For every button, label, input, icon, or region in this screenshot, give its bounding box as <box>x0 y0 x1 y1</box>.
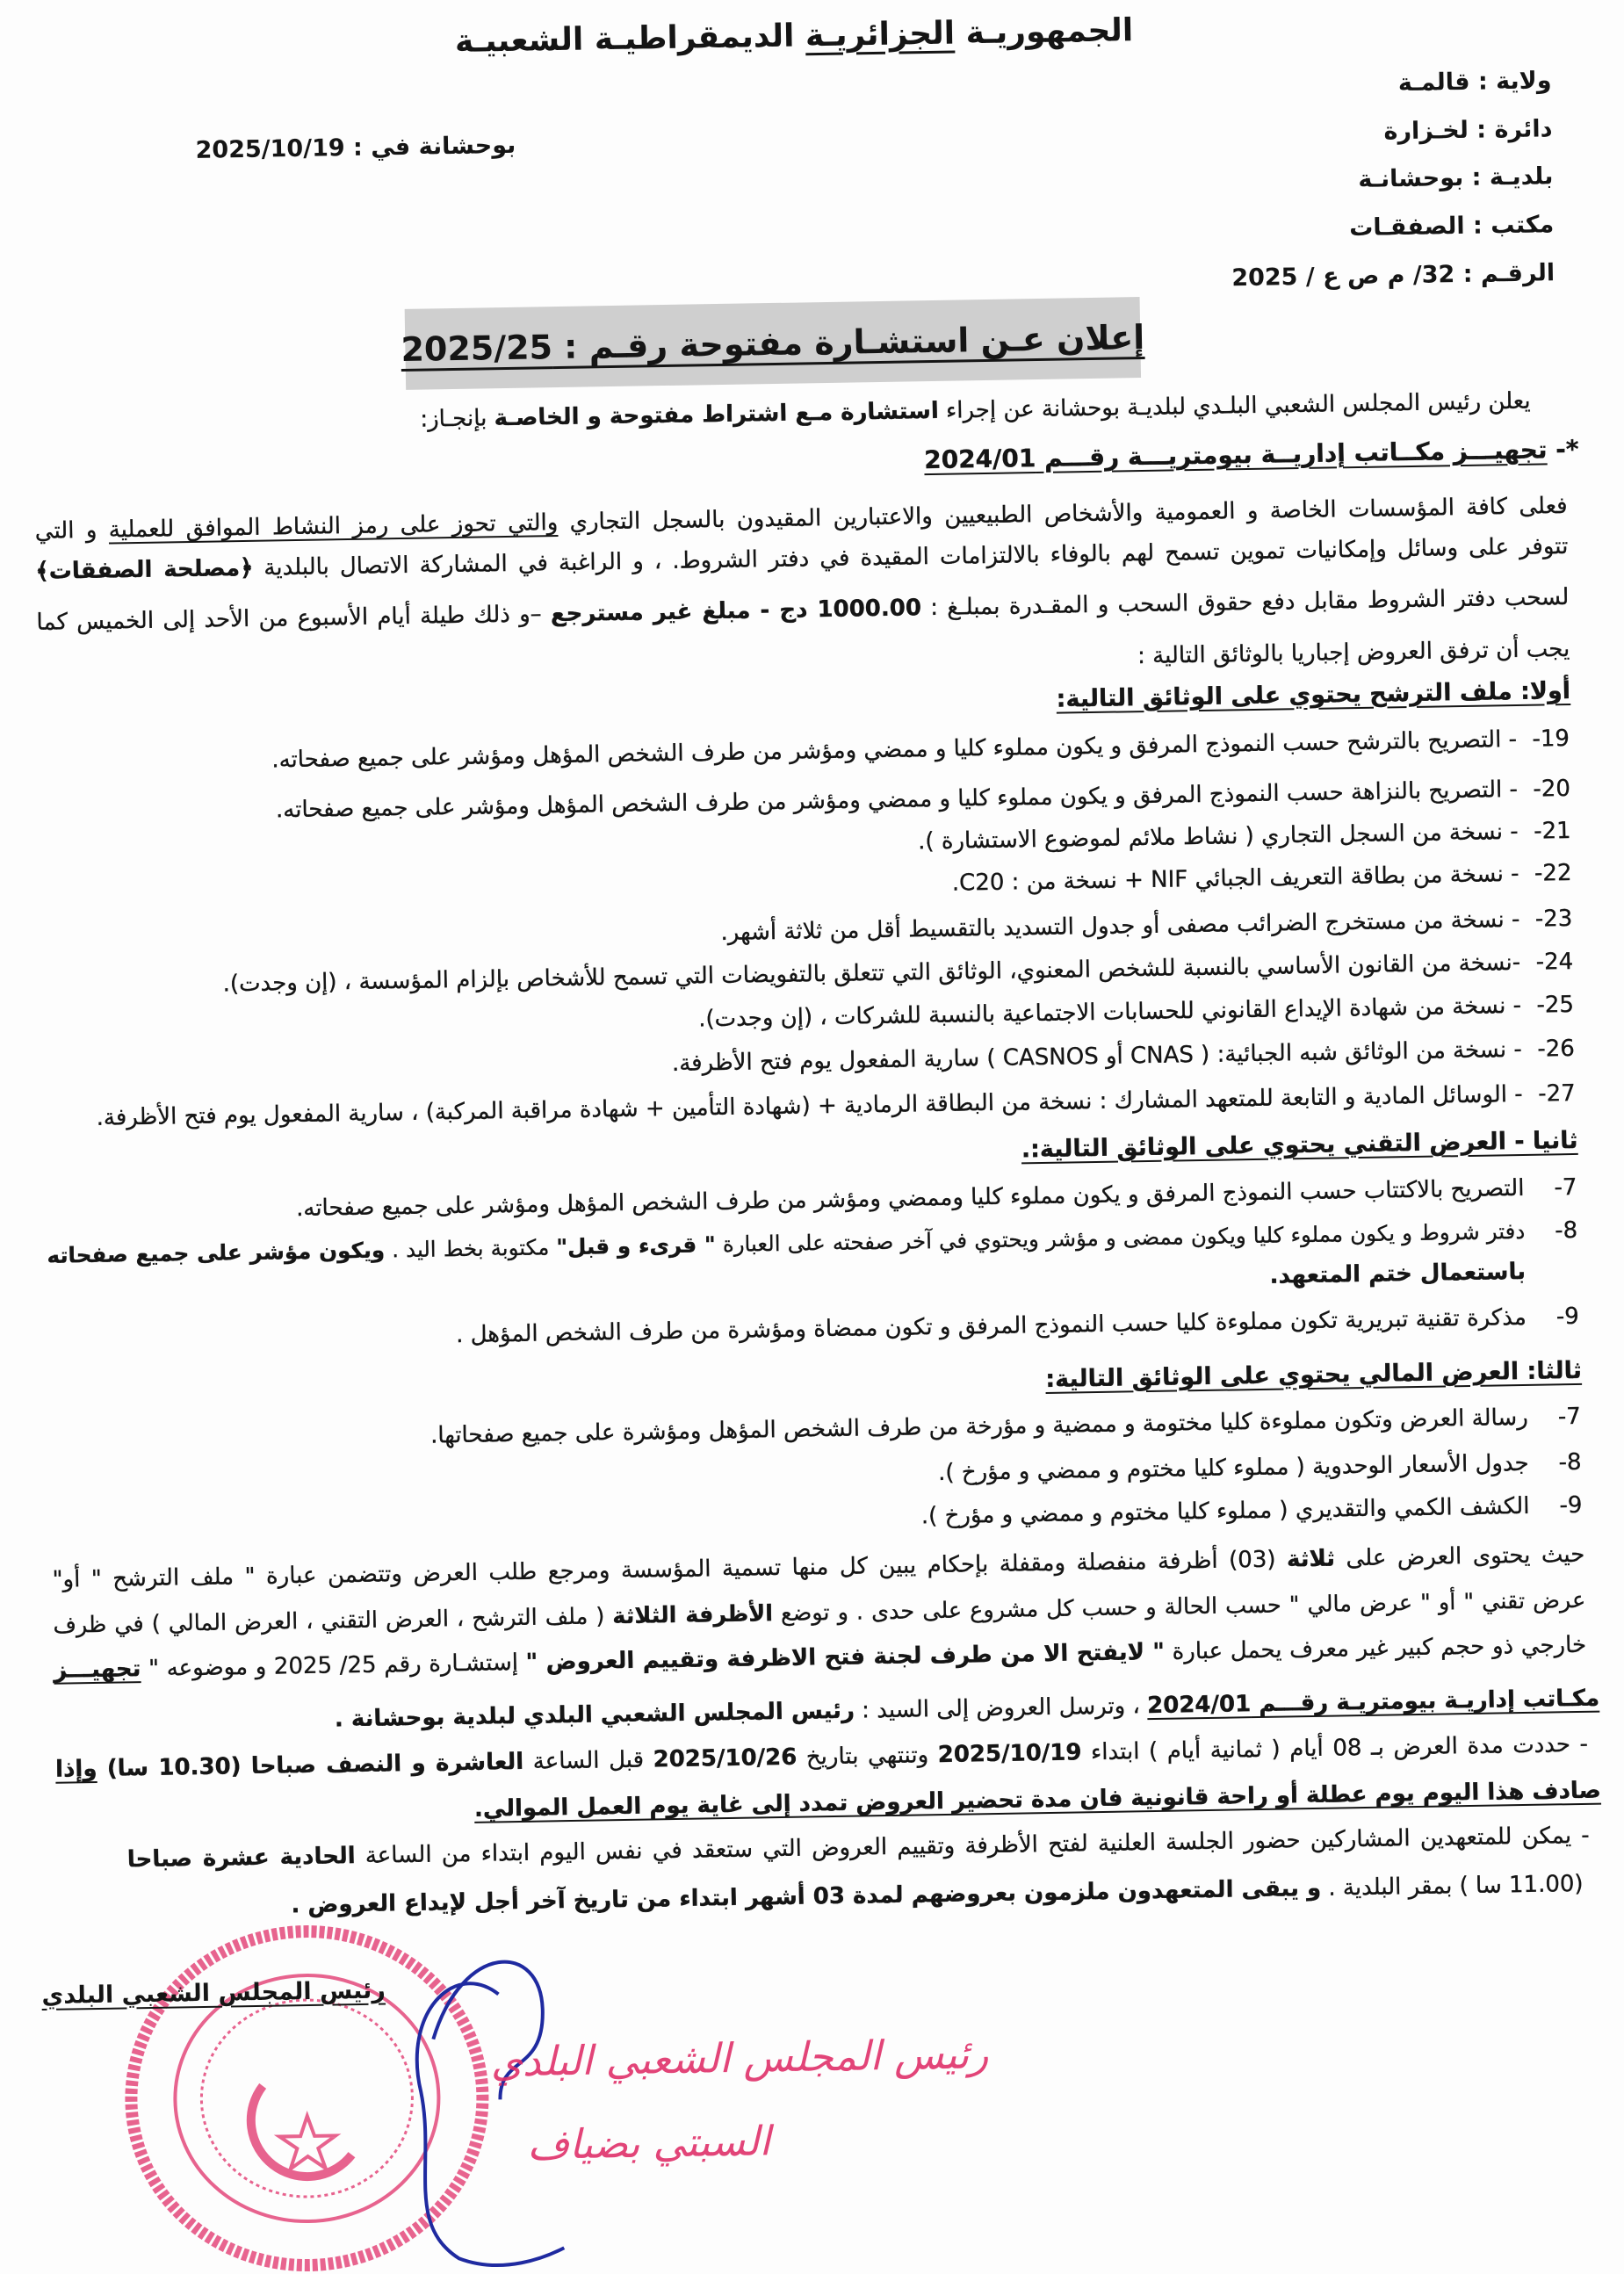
text-segment: التصريح بالاكتتاب حسب النموذج المرفق و يكون مملوء كليا وممضي ومؤشر من طرف الشخص المؤهل ومؤشر على جميع صفحاته. <box>295 1174 1525 1223</box>
list-item-text <box>43 992 1521 1044</box>
text-segment: عرض تقني " أو " عرض مالي " حسب الحالة و حسب كل مشروع على حدى . و توضع <box>772 1586 1586 1628</box>
header-daira: دائرة : لخـزارة <box>1383 115 1553 146</box>
text-segment: وإذا <box>54 1755 97 1783</box>
list-item-number: -27 <box>1537 1079 1576 1108</box>
text-segment: - نسخة من السجل التجاري ( نشاط ملائم لموضوع الاستشارة ). <box>917 818 1519 855</box>
list-item-number: -7 <box>1557 1403 1581 1431</box>
title-part: الجزائريـة <box>805 15 956 54</box>
header-reference-number: الرقـم : 32/ م ص ع / 2025 <box>1231 259 1555 292</box>
text-segment: الحادية عشرة صباحا <box>126 1843 356 1873</box>
text-segment: ﴿مصلحة الصفقات﴾ <box>35 554 254 585</box>
text-segment: باستعمال ختم المتعهد. <box>1269 1258 1527 1289</box>
paragraph-line <box>36 583 1569 637</box>
text-segment: - نسخة من مستخرج الضرائب مصفى أو جدول التسديد بالتقسيط أقل من ثلاثة أشهر. <box>720 906 1520 947</box>
paragraph-line <box>55 1730 1588 1784</box>
text-segment: مكـاتب إداريـة بيومتريـة رقـــم 2024/01 <box>1146 1685 1600 1720</box>
text-segment: بإنجـاز: <box>420 405 494 433</box>
list-item-number: -8 <box>1558 1448 1582 1476</box>
list-item-text <box>48 1303 1527 1356</box>
text-segment: - نسخة من الوثائق شبه الجبائية: ( CNAS أو CASNOS ) سارية المفعول يوم فتح الأظرفة. <box>671 1036 1523 1077</box>
text-segment: 1000.00 دج - مبلغ غير مسترجع <box>550 595 922 628</box>
text-segment: - نسخة من شهادة الإيداع القانوني للحسابات الاجتماعية بالنسبة للشركات ، (إن وجدت). <box>698 992 1522 1033</box>
list-item <box>39 725 1570 774</box>
announcement-title-box <box>401 297 1145 390</box>
document-date: بوحشانة في : 2025/10/19 <box>195 131 516 164</box>
header-office: مكتب : الصفقـات <box>1349 211 1555 242</box>
text-segment: - حددت مدة العرض بـ 08 أيام ( ثمانية أيام ) ابتداء <box>1081 1730 1589 1766</box>
text-segment: - التصريح بالنزاهة حسب النموذج المرفق و يكون مملوء كليا و ممضي ومؤشر من طرف الشخص المؤهل ومؤشر على جميع صفحاته. <box>275 776 1519 824</box>
list-item-number: -9 <box>1559 1491 1583 1520</box>
text-segment: ثلاثة <box>1286 1545 1336 1573</box>
text-segment: -نسخة من القانون الأساسي بالنسبة للشخص المعنوي، الوثائق التي تتعلق بالتفويضات التي تسمح للأشخاص بإلزام المؤسسة ، (إن وجدت). <box>222 949 1521 998</box>
text-segment: جدول الأسعار الوحدوية ( مملوء كليا مختوم و ممضي و مؤرخ ). <box>937 1449 1529 1487</box>
paragraph-line <box>52 1541 1584 1594</box>
handwritten-title: رئيس المجلس الشعبي البلدي <box>490 2030 989 2086</box>
text-segment: فعلى كافة المؤسسات الخاصة و العمومية والأشخاص الطبيعيين والاعتبارين المقيدون بالسجل التجاري <box>558 493 1568 537</box>
text-segment: وتنتهي بتاريخ <box>797 1742 938 1771</box>
text-segment: - الوسائل المادية و التابعة للمتعهد المشارك : نسخة من البطاقة الرمادية + (شهادة التأمين + شهادة مراقبة المركبة) ، سارية المفعول يوم فتح الأظرفة. <box>96 1080 1523 1131</box>
text-segment: ويكون مؤشر على جميع صفحاته <box>47 1237 386 1268</box>
text-segment: قبل الساعة <box>523 1746 653 1775</box>
text-segment: رسالة العرض وتكون مملوءة كليا مختومة و ممضية و مؤرخة من طرف الشخص المؤهل ومؤشرة على جميع صفحاتها. <box>429 1404 1529 1449</box>
list-item-text <box>40 818 1519 870</box>
text-segment: يجب أن ترفق العروض إجباريا بالوثائق التالية : <box>1137 635 1570 670</box>
text-segment: تجهيـــز <box>54 1656 141 1684</box>
text-segment: (11.00 سا ) بمقر البلدية . <box>1320 1870 1584 1902</box>
text-segment: (10.30 سا) <box>97 1753 252 1782</box>
paragraph-line <box>56 1777 1601 1830</box>
text-segment: استشارة مـع اشتراط مفتوحة و الخاصـة <box>494 397 939 432</box>
text-segment: ، وترسل العروض إلى السيد : <box>854 1693 1148 1724</box>
text-segment: (03) أظرفة منفصلة ومقفلة بإحكام يبين كل منها تسمية المؤسسة ومرجع طلب العرض وتتضمن عبارة " ملف الترشح " أو" <box>52 1546 1288 1593</box>
paragraph-line <box>54 1631 1586 1685</box>
handwritten-name: السبتي بضياف <box>526 2117 771 2169</box>
text-segment: إستشـارة رقم 25/ 2025 و موضوعه " <box>141 1649 526 1683</box>
list-item-number: -21 <box>1533 817 1571 845</box>
list-item-text <box>41 906 1519 958</box>
list-item-number: -8 <box>1555 1216 1578 1245</box>
title-part: الجمهوريـة <box>954 12 1134 52</box>
text-segment: خارجي ذو حجم كبير غير معرف يحمل عبارة <box>1164 1631 1587 1665</box>
list-item-number: -24 <box>1535 948 1574 976</box>
list-item <box>46 1173 1577 1223</box>
list-item-text <box>42 949 1520 1001</box>
text-segment: و التي <box>34 516 109 545</box>
text-segment: يعلن رئيس المجلس الشعبي البلـدي لبلديـة بوحشانة عن إجراء <box>938 387 1531 424</box>
section-heading-technical: ثانيا - العرض التقني يحتوي على الوثائق التالية:. <box>1021 1126 1578 1164</box>
section-heading-candidacy: أولا: ملف الترشح يحتوي على الوثائق التالية: <box>1056 676 1571 713</box>
text-segment: –و ذلك طيلة أيام الأسبوع من الأحد إلى الخميس كما <box>36 601 552 636</box>
list-item-number: -19 <box>1532 726 1570 753</box>
text-segment: " قرىء و قبل" <box>556 1231 717 1260</box>
text-segment: - التصريح بالترشح حسب النموذج المرفق و يكون مملوء كليا و ممضي ومؤشر من طرف الشخص المؤهل ومؤشر على جميع صفحاته. <box>271 726 1518 774</box>
list-item-text <box>50 1404 1528 1456</box>
title-part: الديمقراطيـة الشعبيـة <box>454 18 806 60</box>
list-item-text <box>45 1080 1523 1133</box>
official-stamp <box>84 1906 547 2274</box>
signatory-title: رئيس المجلس الشعبي البلدي <box>41 1976 386 2011</box>
subject-line <box>33 436 1578 489</box>
text-segment: مذكرة تقنية تبريرية تكون مملوءة كليا حسب النموذج المرفق و تكون ممضاة ومؤشرة من طرف الشخص المؤهل . <box>455 1303 1527 1349</box>
text-segment: والتي تحوز على رمز النشاط الموافق للعملية <box>108 509 559 544</box>
paragraph-line <box>53 1586 1585 1640</box>
document-title <box>0 5 1587 68</box>
list-item-text <box>51 1492 1529 1545</box>
text-segment: دفتر شروط و يكون مملوء كليا ويكون ممضى و مؤشر ويحتوي في آخر صفحته على العبارة <box>715 1217 1526 1258</box>
list-item-text <box>40 860 1519 913</box>
intro-line <box>33 387 1531 440</box>
text-segment: العاشرة و النصف صباحا <box>250 1748 524 1780</box>
list-item-number: -26 <box>1537 1035 1576 1063</box>
text-segment: " لايفتح الا من طرف لجنة فتح الاظرفة وتقييم العروض " <box>525 1638 1166 1676</box>
list-item-number: -20 <box>1533 775 1571 803</box>
list-item-number: -25 <box>1536 991 1575 1019</box>
text-segment: - يمكن للمتعهدين المشاركين حضور الجلسة العلنية لفتح الأظرفة وتقييم العروض التي ستعقد في نفس اليوم ابتداء من الساعة <box>355 1822 1590 1870</box>
header-baladia: بلديـة : بوحشانـة <box>1358 162 1554 193</box>
paragraph-line <box>127 1822 1590 1874</box>
list-item-text <box>44 1036 1522 1088</box>
list-item-number <box>1533 1257 1578 1258</box>
list-item-number: -23 <box>1534 905 1573 933</box>
list-item-text <box>40 776 1518 828</box>
list-item-number: -9 <box>1555 1303 1580 1331</box>
text-segment: صادف هذا اليوم يوم عطلة أو راحة قانونية فان مدة تحضير العروض تمدد إلى غاية يوم العمل الموالي. <box>473 1777 1602 1823</box>
text-segment: 2025/10/19 <box>937 1739 1082 1769</box>
text-segment: الأظرفة الثلاثة <box>612 1600 774 1630</box>
text-segment: حيث يحتوى العرض على <box>1334 1541 1585 1572</box>
list-item-text <box>51 1449 1529 1502</box>
text-segment: 2025/10/26 <box>653 1743 798 1773</box>
text-segment: *- <box>1547 434 1579 465</box>
text-segment: تجهيـــز مكــاتب إداريــة بيومتريـــة رقـــم 2024/01 <box>923 435 1548 475</box>
list-item-text <box>39 726 1517 778</box>
text-segment: ( ملف الترشح ، العرض التقني ، العرض المالي ) في ظرف <box>53 1603 613 1639</box>
list-item-number: -7 <box>1554 1173 1577 1202</box>
section-heading-financial: ثالثا: العرض المالي يحتوي على الوثائق التالية: <box>1045 1356 1583 1393</box>
announcement-title: إعلان عـن استشـارة مفتوحة رقـم : 2025/25 <box>401 317 1145 369</box>
text-segment: لسحب دفتر الشروط مقابل دفع حقوق السحب و المقـدرة بمبلـغ : <box>920 583 1570 622</box>
list-item <box>40 775 1571 824</box>
paragraph-line <box>54 1685 1599 1738</box>
header-wilaya: ولاية : قالمـة <box>1397 67 1552 97</box>
text-segment: و يبقى المتعهدون ملزمون بعروضهم لمدة 03 أشهر ابتداء من تاريخ آخر أجل لإيداع العروض . <box>291 1874 1322 1919</box>
text-segment: تتوفر على وسائل وإمكانيات تموين تسمح لهم بالوفاء بالالتزامات المقيدة في دفتر الشروط. ، و الراغبة في المشاركة الاتصال بالبلدية <box>253 532 1569 581</box>
list-item-text <box>46 1174 1524 1227</box>
text-segment: مكتوبة بخط اليد . <box>384 1234 557 1263</box>
text-segment: الكشف الكمي والتقديري ( مملوء كليا مختوم و ممضي و مؤرخ ). <box>920 1492 1530 1530</box>
text-segment: - نسخة من بطاقة التعريف الجبائي NIF + نسخة من : C20. <box>951 860 1519 897</box>
text-segment: رئيس المجلس الشعبي البلدي لبلدية بوحشانة . <box>334 1697 855 1733</box>
list-item-number: -22 <box>1534 859 1572 887</box>
